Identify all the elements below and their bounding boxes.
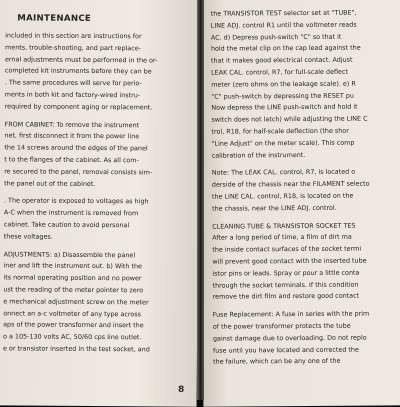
text-line: trol, R18, for half-scale deflection (the shor [211, 126, 349, 136]
text-line: the LINE CAL. control, R18, is located on the [211, 191, 354, 201]
text-line: cabinet. Take caution to avoid personal [3, 220, 130, 230]
text-line: through the socket terminals. If this condition [212, 280, 359, 290]
text-line: A-C when the instrument is removed from [3, 208, 139, 218]
text-line: net, first disconnect it from the power line [4, 131, 140, 141]
text-line: the panel out of the cabinet. [4, 178, 96, 188]
page-number: 8 [178, 385, 185, 395]
text-line: After a long period of time, a film of dirt ma [212, 233, 352, 242]
text-line: meter (zero ohms on the leakage scale). e) R [211, 79, 356, 89]
text-line: Now depress the LINE push-switch and hold it [211, 102, 358, 113]
text-line: iner and lift the instrument out. b) With the [3, 261, 143, 271]
text-line: included in this section are instructions for [5, 31, 142, 41]
text-line: ments, trouble-shooting, and part replace- [5, 43, 141, 53]
left-page [0, 0, 199, 407]
text-line: ADJUSTMENTS: a) Disassemble the panel [3, 249, 136, 259]
text-line: hold the metal clip on the cap lead against the [210, 43, 361, 54]
text-line: the TRANSISTOR TEST selector set at "TUBE", [210, 8, 357, 18]
text-line: the chassis, near the LINE ADJ. control. [212, 203, 337, 213]
text-line: e or transistor inserted in the test socket, and [2, 344, 150, 354]
text-line: o a 105-130 volts AC, 50/60 cps line outlet. [3, 332, 142, 342]
right-page-text [211, 7, 400, 368]
text-line: "C" push-switch by depressing the RESET pu [211, 91, 354, 101]
left-page-text [3, 11, 193, 356]
text-line: "Line Adjust" on the meter scale). This comp [211, 138, 355, 148]
text-line: AC. d) Depress push-switch "C" so that it [210, 32, 342, 42]
text-line: e mechanical adjustment screw on the meter [3, 297, 149, 307]
text-line: istor pins or leads. Spray or pour a little conta [212, 268, 360, 278]
text-line: ernal adjustments must be performed in the or- [4, 54, 158, 65]
text-line: calibration of the instrument. [211, 150, 306, 160]
text-line: required by component aging or replacement. [4, 102, 153, 112]
text-line: re secured to the panel, removal consists sim- [4, 167, 153, 177]
text-line: . The operator is exposed to voltages as high [3, 196, 149, 206]
text-line: the inside contact surfaces of the socket termi [212, 244, 362, 254]
text-line: ust the reading of the meter pointer to zero [3, 285, 144, 295]
text-line: of the power transformer protects the tube [212, 321, 351, 331]
text-line: Note: The LEAK CAL. control, R7, is located o [211, 168, 356, 178]
text-line: onnect an a-c voltmeter of any type across [3, 308, 141, 318]
text-line: that it makes good electrical contact. Adjust [210, 55, 353, 65]
text-line: derside of the chassis near the FILAMENT selecto [211, 179, 370, 189]
book-gutter [197, 0, 204, 400]
text-line: LINE ADJ. control R1 until the voltmeter reads [210, 20, 357, 30]
right-page [201, 0, 400, 407]
text-line: CLEANING TUBE & TRANSISTOR SOCKET TES [212, 221, 356, 231]
text-line: FROM CABINET: To remove the instrument [4, 119, 140, 129]
text-line: ments in both kit and factory-wired instru- [4, 90, 141, 100]
text-line: . The same procedures will serve for perio- [4, 78, 142, 88]
text-line: LEAK CAL. control, R7, for full-scale deflect [211, 67, 349, 77]
text-line: the 14 screws around the edges of the panel [4, 143, 148, 153]
text-line: the failure, which can be any one of the [213, 357, 341, 366]
text-line: Fuse Replacement: A fuse in series with the prim [212, 309, 370, 319]
text-line: gainst damage due to overloading. Do not replo [212, 333, 367, 343]
text-line: will prevent good contact with the inserted tube [212, 256, 367, 266]
text-line: remove the dirt film and restore good contact [212, 291, 360, 301]
text-line: aps of the power transformer and insert the [3, 320, 144, 330]
text-line: these voltages. [3, 232, 53, 241]
text-line: fuse until you have located and corrected the [213, 345, 359, 355]
text-line: its normal operating position and no power [3, 273, 142, 283]
text-line: switch does not latch) while adjusting the LINE C [211, 114, 368, 124]
text-line: completed kit instruments before they can be [4, 66, 152, 76]
text-line: t to the flanges of the cabinet. As all com- [4, 155, 139, 165]
section-heading: MAINTENANCE [17, 13, 92, 24]
